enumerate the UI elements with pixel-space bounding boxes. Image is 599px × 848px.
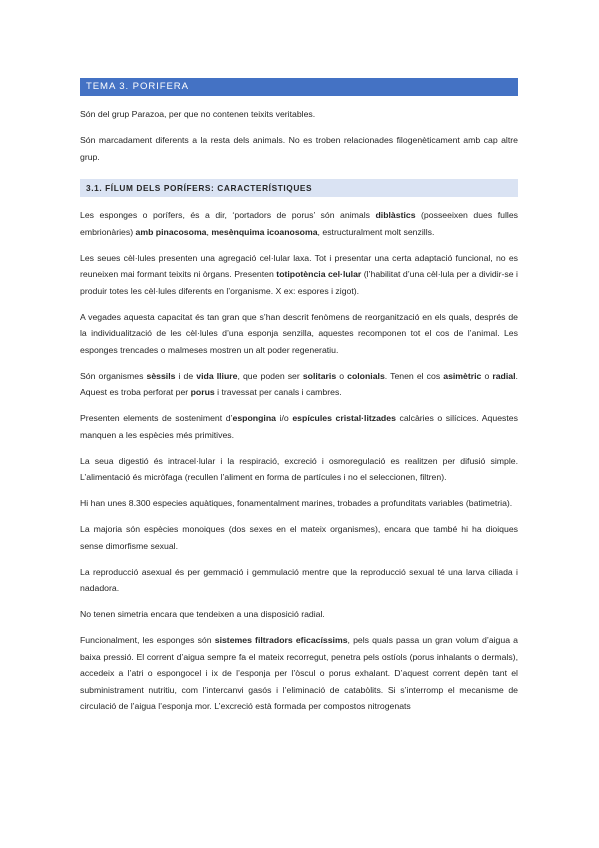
bold-term: porus	[190, 387, 215, 397]
paragraph-organisms	[80, 368, 518, 401]
paragraph-digestion: La seua digestió és intracel·lular i la respiració, excreció i osmoregulació es realitzen per difusió simple. L’alimentació és micròfaga (recullen l’aliment en forma de partícules i no el seleccionen, filtren).	[80, 455, 518, 482]
paragraph-regeneration: A vegades aquesta capacitat és tan gran que s’han descrit fenòmens de reorganització en els quals, després de la individualització de les cèl·lules d’una esponja senzilla, aquestes recomponen tot el cos de l’animal. Les esponges trencades o malmeses mostren un alt poder regeneratiu.	[80, 311, 518, 355]
bold-term: mesènquima icoanosoma	[211, 226, 318, 237]
paragraph-cells	[80, 250, 518, 300]
text-run: Les esponges o porífers, és a dir, ‘portadors de porus’ són animals	[80, 210, 376, 220]
text-run: . Aquest es troba perforat per	[80, 370, 518, 397]
text-run: i/o	[275, 413, 293, 423]
paragraph-species: Hi han unes 8.300 especies aquàtiques, fonamentalment marines, trobades a profunditats variables (batimetria).	[80, 498, 513, 508]
bold-term: asimètric	[443, 370, 482, 381]
intro-paragraph-2: Són marcadament diferents a la resta dels animals. No es troben relacionades filogenèticament amb cap altre grup.	[80, 135, 518, 162]
bold-term: radial	[492, 370, 516, 381]
paragraph-symmetry: No tenen simetria encara que tendeixen a una disposició radial.	[80, 609, 325, 619]
bold-term: vida lliure	[196, 370, 238, 381]
document-page	[80, 78, 518, 724]
text-run: Són organismes	[80, 370, 147, 381]
bold-term: colonials	[347, 370, 385, 381]
text-run: , estructuralment molt senzills.	[317, 226, 435, 237]
text-run: calcàries o silícices. Aquestes manquen a les espècies més primitives.	[80, 413, 518, 440]
text-run: . Tenen el cos	[384, 370, 444, 381]
intro-paragraph-1: Són del grup Parazoa, per que no contenen teixits veritables.	[80, 109, 316, 119]
paragraph-reproduction: La reproducció asexual és per gemmació i gemmulació mentre que la reproducció sexual té una larva ciliada i nadadora.	[80, 566, 518, 593]
text-run: Presenten elements de sosteniment d’	[80, 413, 233, 423]
text-run: , que poden ser	[237, 370, 303, 381]
paragraph-support	[80, 410, 518, 443]
text-run: (posseeixen dues fulles embrionàries)	[80, 210, 518, 237]
text-run: ,	[206, 226, 212, 237]
text-run: Funcionalment, les esponges són	[80, 635, 215, 645]
section-title: 3.1. FÍLUM DELS PORÍFERS: CARACTERÍSTIQUES	[80, 179, 518, 197]
paragraph-filtration	[80, 632, 518, 715]
bold-term: espícules cristal·litzades	[292, 413, 396, 423]
text-run: Les seues cèl·lules presenten una agregació cel·lular laxa. Tot i presentar una certa adaptació funcional, no es reuneixen mai formant teixits ni òrgans. Presenten	[80, 252, 518, 279]
text-run: o	[336, 370, 348, 381]
topic-title: TEMA 3. PORIFERA	[80, 78, 518, 96]
bold-term: sèssils	[146, 370, 176, 381]
bold-term: solitaris	[302, 370, 337, 381]
text-run: o	[481, 370, 493, 381]
bold-term: espongina	[232, 413, 276, 423]
paragraph-monoecious: La majoria són espècies monoiques (dos sexes en el mateix organismes), encara que també hi ha dioiques sense dimorfisme sexual.	[80, 524, 518, 551]
text-run: (l’habilitat d’una cèl·lula per a dividir-se i produir totes les cèl·lules diferents en l’organisme. X ex: espores i zigot).	[80, 269, 518, 296]
paragraph-definition	[80, 207, 518, 240]
bold-term: amb pinacosoma	[135, 226, 207, 237]
text-run: i de	[175, 370, 197, 381]
bold-term: totipotència cel·lular	[276, 269, 362, 279]
bold-term: sistemes filtradors eficacíssims	[214, 635, 348, 645]
bold-term: diblàstics	[375, 210, 416, 220]
text-run: i travessat per canals i cambres.	[214, 387, 342, 397]
text-run: , pels quals passa un gran volum d’aigua a baixa pressió. El corrent d’aigua sempre fa el mateix recorregut, penetra pels ostíols (porus inhalants o dermals), accedeix a l’atri o espongocel i ix de l’esponja per l’òscul o porus exhalant. D’aquest corrent depèn tant el subministrament nutritiu, com l’intercanvi gasós i l’eliminació de catabòlits. Si s’interromp el mecanisme de circulació de l’aigua l’esponja mor. L’excreció està formada per compostos nitrogenats	[80, 635, 518, 711]
